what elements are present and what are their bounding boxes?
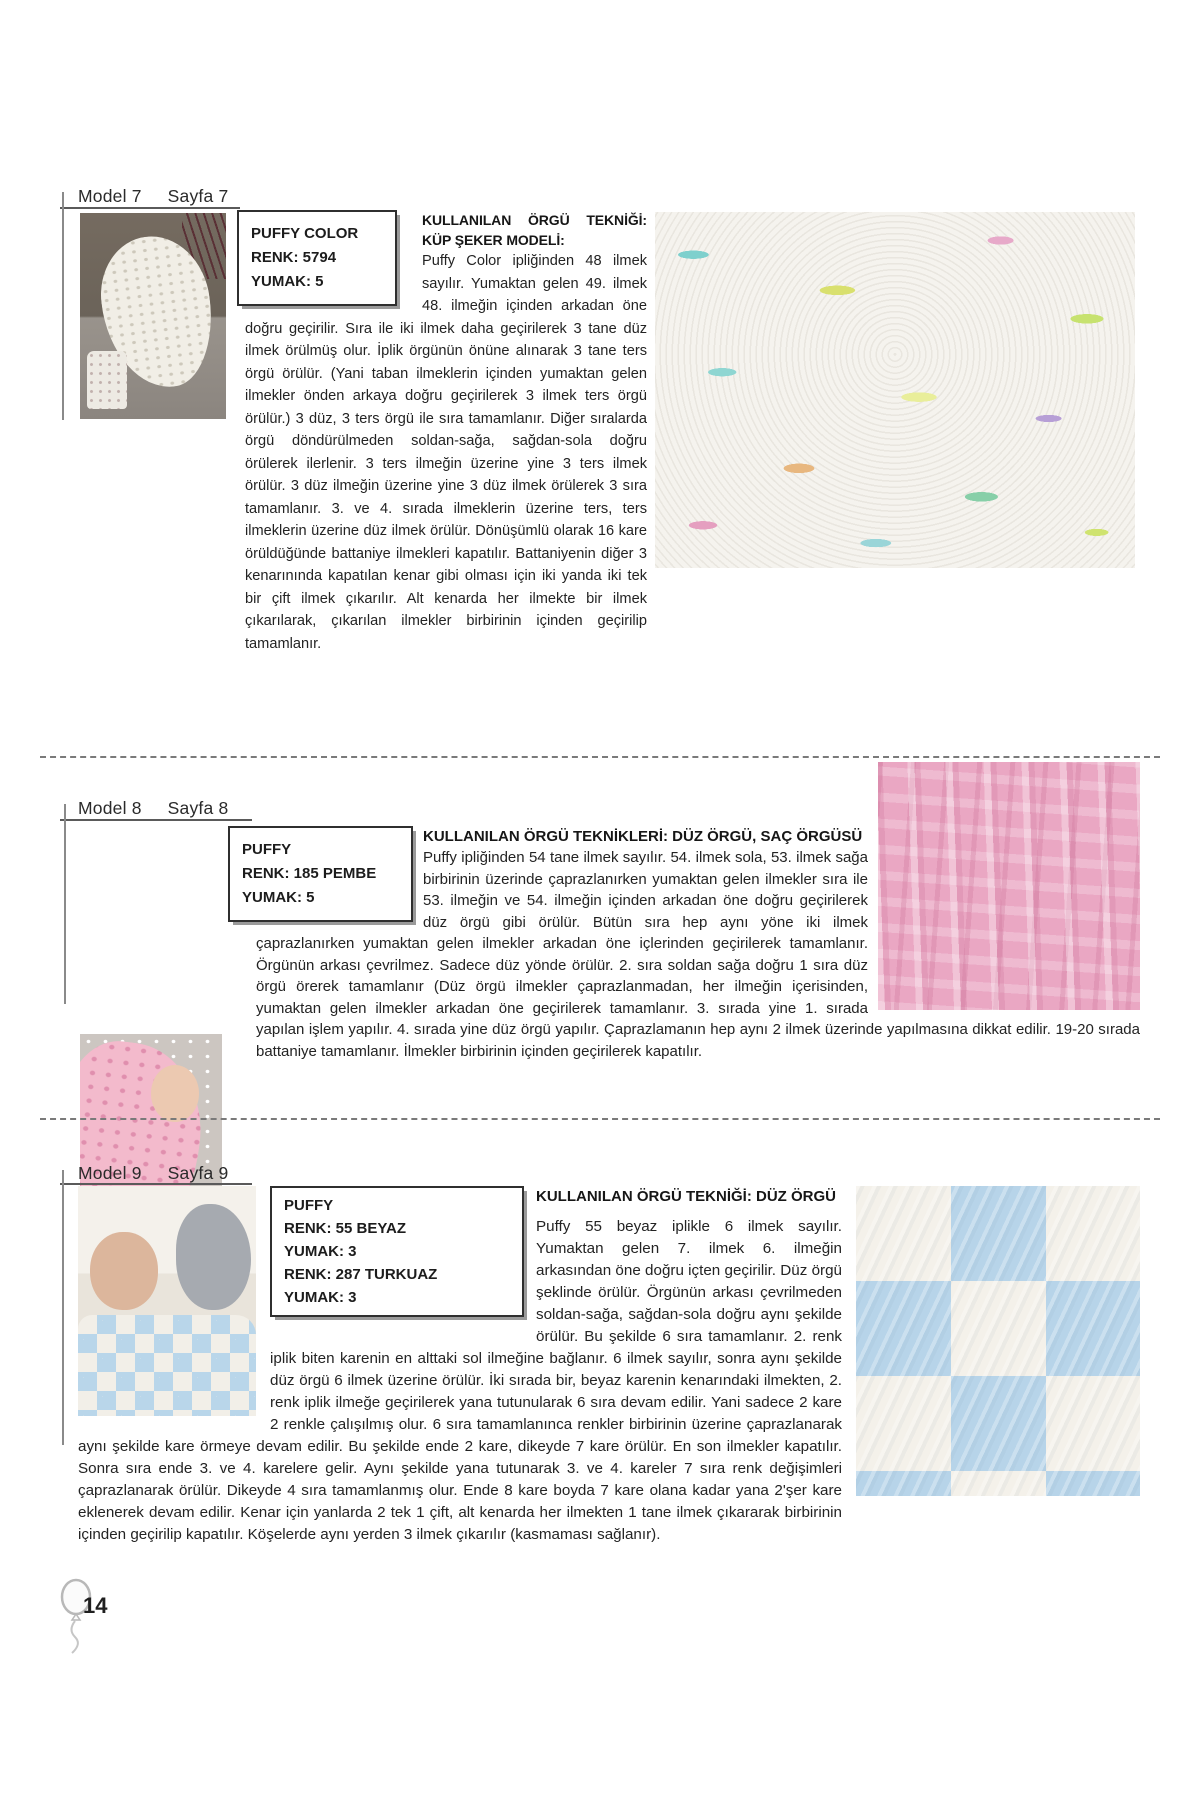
baby-face xyxy=(151,1065,199,1122)
section-divider xyxy=(40,756,1160,758)
model9-label: Model 9 xyxy=(78,1163,142,1183)
page-number: 14 xyxy=(83,1593,108,1618)
yarn-skeins: YUMAK: 5 xyxy=(242,889,315,906)
yarn-skeins-2: YUMAK: 3 xyxy=(284,1289,357,1306)
model7-header xyxy=(78,186,228,207)
model7-instructions: Puffy Color ipliğinden 48 ilmek sayılır. Yumaktan gelen 49. ilmek 48. ilmeğin içinden arkadan öne doğru geçirilir. Sıra ile iki ilmek daha geçirilerek 3 tane düz ilmek örülmüş olur. İplik örgünün önüne alınarak 3 tane ters örgü örülür. (Yani taban ilmeklerin içinden yumaktan gelen ilmekler önden arkaya doğru geçirilerek 3 ilmek ters örgü örülür.) 3 düz, 3 ters örgü ile sıra tamamlanır. Diğer sıralarda örgü döndürülmeden soldan-sağa, sağdan-sola doğru örülerek ilerlenir. 3 ters ilmeğin üzerine yine 3 ters ilmek örülür. 3 düz ilmeğin üzerine yine 3 düz ilmek örülerek 3 sıra tamamlanır. 3. ve 4. sırada ilmeklerin üzerine ters, ters ilmeklerin üzerine düz ilmek örülür. Dönüşümlü olarak 16 kare örüldüğünde battaniye ilmekleri kapatılır. Battaniyenin diğer 3 kenarınında kapatılan kenar gibi olması için iki yanda iki tek bir çift ilmek çıkarılır. Alt kenarda her ilmekte bir ilmek çıkarılarak, çıkarılan ilmekler birbirinin içinden geçirilip tamamlanır. xyxy=(245,253,647,652)
model9-text-block xyxy=(78,1186,1140,1546)
balloon-icon xyxy=(56,1578,104,1667)
section-divider xyxy=(40,1118,1160,1120)
model8-left-rule xyxy=(64,804,66,1004)
model9-photo xyxy=(78,1186,256,1416)
model8-technique-title: KULLANILAN ÖRGÜ TEKNİKLERİ: DÜZ ÖRGÜ, SAÇ ÖRGÜSÜ xyxy=(423,828,863,845)
model8-page-label: Sayfa 8 xyxy=(167,798,229,818)
model9-swatch-photo xyxy=(856,1186,1140,1496)
gray-plush-toy xyxy=(176,1204,251,1310)
yarn-color: RENK: 185 PEMBE xyxy=(242,865,377,882)
swatch-wrap-spacer xyxy=(868,826,1140,1010)
model9-left-rule xyxy=(62,1170,64,1445)
model7-page-label: Sayfa 7 xyxy=(167,186,229,206)
yarn-brand: PUFFY xyxy=(242,841,292,858)
model8-yarn-info-box xyxy=(228,826,413,922)
model9-technique-title: KULLANILAN ÖRGÜ TEKNİĞİ: DÜZ ÖRGÜ xyxy=(536,1188,836,1205)
model8-label: Model 8 xyxy=(78,798,142,818)
model7-technique-title: KULLANILAN ÖRGÜ TEKNİĞİ: KÜP ŞEKER MODELİ: xyxy=(422,212,647,248)
model9-header-underline xyxy=(60,1183,252,1185)
model8-header xyxy=(78,798,228,819)
model8-header-underline xyxy=(60,819,252,821)
model9-header xyxy=(78,1163,228,1184)
checkered-blanket xyxy=(78,1315,256,1416)
model7-label: Model 7 xyxy=(78,186,142,206)
model7-text-block xyxy=(245,210,647,655)
yarn-skeins-1: YUMAK: 3 xyxy=(284,1243,357,1260)
yarn-brand: PUFFY COLOR xyxy=(251,225,359,242)
yarn-color-1: RENK: 55 BEYAZ xyxy=(284,1220,406,1237)
model8-instructions: Puffy ipliğinden 54 tane ilmek sayılır. 54. ilmek sola, 53. ilmek sağa birbirinin üzerinde çaprazlanırken yumaktan gelen ilmekler sıra ile 53. ilmeğin ve 54. ilmeğin içinden arkadan öne doğru geçirilerek düz örgü gibi örülür. Bütün sıra hep aynı yöne iki ilmek çaprazlanırken yumaktan gelen ilmekler arkadan öne içlerinden geçirilerek tamamlanır. Örgünün arkası çevrilmez. Sadece düz yönde örülür. 2. sıra soldan sağa doğru 1 sıra düz örgü örerek tamamlanır (Düz örgü ilmekler çaprazlanmadan, her ilmeğin içerisinden, yumaktan gelen ilmekler arkadan öne geçirilerek tamamlanır. 3. sırada yine 1. sırada yapılan işlem yapılır. 4. sırada yine düz örgü yapılır. Çaprazlamanın hep aynı 2 ilmek üzerinde yapılmasına dikkat edilir. 19-20 sırada battaniye tamamlanır. İlmekler birbirinin içinden geçirilerek kapatılır. xyxy=(256,849,1140,1060)
yarn-color: RENK: 5794 xyxy=(251,249,337,266)
model7-header-underline xyxy=(60,207,240,209)
yarn-skeins: YUMAK: 5 xyxy=(251,273,324,290)
model9-instructions: Puffy 55 beyaz iplikle 6 ilmek sayılır. Yumaktan gelen 7. ilmek 6. ilmeğin arkasından öne doğru içten geçirilir. Düz örgü şeklinde örülür. Örgünün arkası çevrilmeden soldan-sağa, sağdan-sola doğru aynı şekilde örülür. Bu şekilde 6 sıra tamamlanır. 2. renk iplik biten karenin en alttaki sol ilmeğine bağlanır. 6 ilmek sayılır, sonra aynı şekilde düz örgü 6 ilmek üzerine örülür. İki sırada bir, beyaz karenin kenarındaki ilmekten, 2. renk iplik ilmeğe geçirilerek yana tutunularak 6 sıra devam edilir. Yani sadece 2 kare 2 renkle çalışılmış olur. 6 sıra tamamlanınca renkler birbirinin üzerine çaprazlanarak aynı şekilde kare örmeye devam edilir. Bu şekilde ende 2 kare, dikeyde 7 kare örülür. En son ilmekler kapatılır. Sonra sıra ende 3. ve 4. karelere gelir. Aynı şekilde yana tutunarak 3. ve 4. kareler 7 sıra renk değişimleri çaprazlanarak örülür. Dikeyde 4 sıra tamamlanmış olur. Ende 8 kare boyda 7 kare olana kadar yana 2'şer kare eklenerek devam edilir. Kenar için yanlarda 2 tek 1 çift, alt kenarda her ilmekten 1 tane ilmek çıkararak birbirinin içinden geçirilip kapatılır. Köşelerde aynı yerden 3 ilmek çıkarılır (kasmaması sağlanır). xyxy=(78,1218,842,1543)
yarn-color-2: RENK: 287 TURKUAZ xyxy=(284,1266,438,1283)
model7-photo xyxy=(80,213,226,419)
model7-swatch-photo xyxy=(655,212,1135,568)
sleeping-baby-head xyxy=(90,1232,158,1310)
model8-text-block xyxy=(242,826,1140,1062)
model7-left-rule xyxy=(62,192,64,420)
yarn-brand: PUFFY xyxy=(284,1197,334,1214)
model9-yarn-info-box xyxy=(270,1186,524,1317)
model9-page-label: Sayfa 9 xyxy=(167,1163,229,1183)
model7-yarn-info-box xyxy=(237,210,397,306)
white-canister xyxy=(87,351,126,409)
